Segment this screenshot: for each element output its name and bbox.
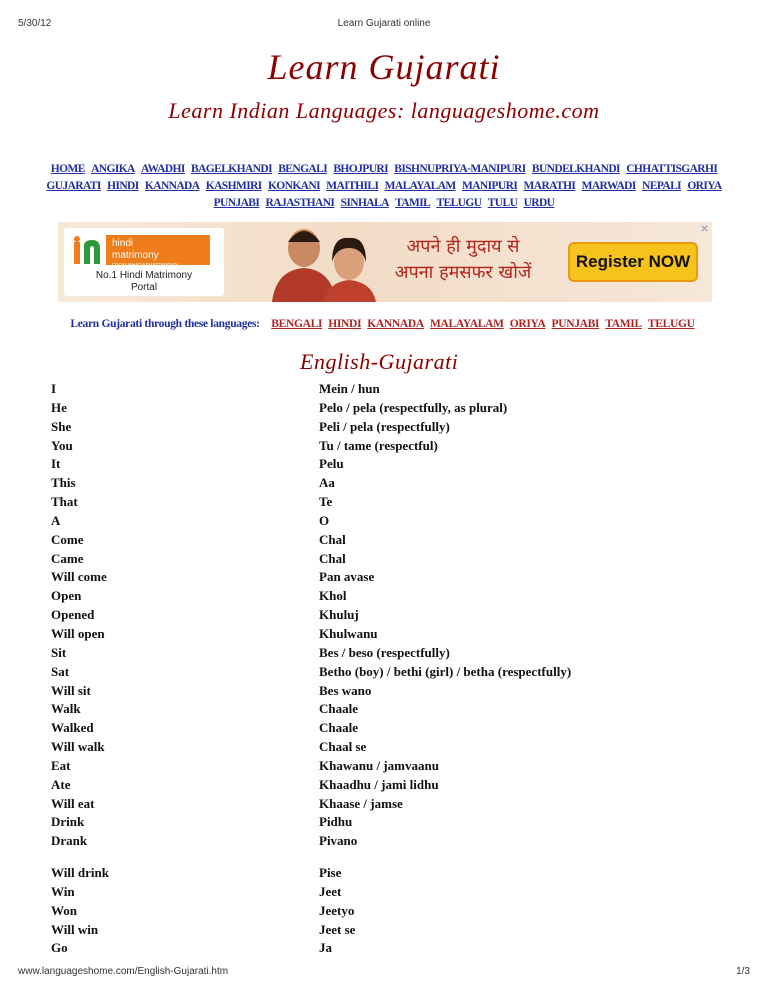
vocab-row	[51, 474, 731, 493]
nav-link-kannada[interactable]: KANNADA	[144, 180, 200, 192]
english-word: Walked	[51, 720, 94, 736]
page-title: Learn Gujarati	[267, 47, 501, 87]
vocabulary-list	[51, 380, 731, 958]
gujarati-word: Te	[319, 494, 333, 510]
learn-through-label: Learn Gujarati through these languages:	[70, 318, 260, 330]
gujarati-word: Pelo / pela (respectfully, as plural)	[319, 399, 508, 415]
gujarati-word: Peli / pela (respectfully)	[319, 418, 450, 434]
gujarati-word: Jeet se	[319, 921, 356, 937]
english-word: He	[51, 399, 67, 415]
vocab-row	[51, 700, 731, 719]
gujarati-word: Aa	[319, 475, 335, 491]
vocab-row	[51, 644, 731, 663]
through-link-hindi[interactable]: HINDI	[328, 318, 362, 330]
gujarati-word: Khulwanu	[319, 625, 378, 641]
vocab-row	[51, 813, 731, 832]
english-word: Will come	[51, 569, 107, 585]
vocab-row	[51, 795, 731, 814]
nav-link-marathi[interactable]: MARATHI	[523, 180, 576, 192]
vocab-row	[51, 939, 731, 958]
vocab-row	[51, 455, 731, 474]
english-word: Drink	[51, 814, 85, 830]
through-link-telugu[interactable]: TELUGU	[647, 318, 695, 330]
vocab-row	[51, 437, 731, 456]
nav-link-urdu[interactable]: URDU	[523, 197, 555, 209]
nav-link-rajasthani[interactable]: RAJASTHANI	[265, 197, 335, 209]
english-word: Won	[51, 902, 78, 918]
gujarati-word: Chaale	[319, 701, 358, 717]
ad-logo	[64, 228, 224, 296]
nav-link-oriya[interactable]: ORIYA	[687, 180, 722, 192]
gujarati-word: Chaale	[319, 720, 358, 736]
nav-link-tulu[interactable]: TULU	[487, 197, 518, 209]
gujarati-word: Pise	[319, 865, 342, 881]
ad-hindi-line2: अपना हमसफर खोजें	[394, 262, 532, 283]
vocab-row	[51, 418, 731, 437]
vocab-row	[51, 380, 731, 399]
nav-link-marwadi[interactable]: MARWADI	[581, 180, 636, 192]
gujarati-word: Khol	[319, 588, 347, 604]
learn-through-languages	[0, 318, 768, 330]
english-word: Sat	[51, 663, 70, 679]
ad-hindi-text	[358, 234, 568, 286]
english-word: Eat	[51, 757, 71, 773]
gujarati-word: Pelu	[319, 456, 344, 472]
nav-link-gujarati[interactable]: GUJARATI	[46, 180, 101, 192]
english-word: You	[51, 437, 73, 453]
vocab-row	[51, 883, 731, 902]
nav-link-kashmiri[interactable]: KASHMIRI	[205, 180, 262, 192]
gujarati-word: Betho (boy) / bethi (girl) / betha (respectfully)	[319, 663, 572, 679]
gujarati-word: Jeet	[319, 883, 342, 899]
vocab-row	[51, 738, 731, 757]
vocab-row	[51, 512, 731, 531]
gujarati-word: Tu / tame (respectful)	[319, 437, 438, 453]
matrimony-logo-icon	[72, 236, 102, 266]
learn-through-links	[268, 318, 697, 330]
gujarati-word: Pivano	[319, 833, 358, 849]
nav-link-malayalam[interactable]: MALAYALAM	[384, 180, 456, 192]
english-word: Win	[51, 883, 75, 899]
ad-tagline-line1: No.1 Hindi Matrimony	[95, 270, 193, 281]
vocab-row	[51, 606, 731, 625]
vocab-row	[51, 902, 731, 921]
gujarati-word: Pidhu	[319, 814, 353, 830]
english-word: Ate	[51, 776, 71, 792]
vocab-row	[51, 399, 731, 418]
nav-link-punjabi[interactable]: PUNJABI	[213, 197, 260, 209]
gujarati-word: Chal	[319, 550, 346, 566]
english-word: She	[51, 418, 72, 434]
vocab-row	[51, 625, 731, 644]
gujarati-word: Ja	[319, 940, 332, 956]
vocab-row	[51, 587, 731, 606]
nav-link-maithili[interactable]: MAITHILI	[326, 180, 379, 192]
through-link-oriya[interactable]: ORIYA	[509, 318, 546, 330]
nav-link-chhattisgarhi[interactable]: CHHATTISGARHI	[626, 163, 718, 175]
english-word: Will drink	[51, 865, 109, 881]
vocab-row	[51, 682, 731, 701]
ad-banner[interactable]	[58, 222, 712, 302]
gujarati-word: Khaadhu / jami lidhu	[319, 776, 439, 792]
ad-logo-line1: hindi	[112, 238, 134, 249]
language-nav	[40, 161, 728, 212]
nav-link-awadhi[interactable]: AWADHI	[141, 163, 185, 175]
gujarati-word: O	[319, 512, 330, 528]
nav-link-bundelkhandi[interactable]: BUNDELKHANDI	[531, 163, 620, 175]
english-word: Will eat	[51, 795, 95, 811]
through-link-tamil[interactable]: TAMIL	[605, 318, 642, 330]
ad-logo-from: FROM BHARATMATRIMONY	[112, 263, 179, 269]
gujarati-word: Chal	[319, 531, 346, 547]
gujarati-word: Bes wano	[319, 682, 372, 698]
nav-link-hindi[interactable]: HINDI	[107, 180, 139, 192]
gujarati-word: Khaase / jamse	[319, 795, 403, 811]
english-word: It	[51, 456, 61, 472]
nav-link-manipuri[interactable]: MANIPURI	[461, 180, 518, 192]
nav-link-bagelkhandi[interactable]: BAGELKHANDI	[191, 163, 272, 175]
vocab-row	[51, 663, 731, 682]
vocab-row	[51, 757, 731, 776]
gujarati-word: Pan avase	[319, 569, 375, 585]
nav-link-telugu[interactable]: TELUGU	[436, 197, 482, 209]
vocab-row	[51, 568, 731, 587]
nav-link-sinhala[interactable]: SINHALA	[340, 197, 389, 209]
gujarati-word: Khuluj	[319, 607, 359, 623]
through-link-bengali[interactable]: BENGALI	[271, 318, 323, 330]
vocab-row	[51, 864, 731, 883]
ad-info-icon[interactable]	[700, 224, 709, 233]
vocab-row	[51, 719, 731, 738]
english-word: Go	[51, 940, 68, 956]
english-word: This	[51, 475, 76, 491]
vocab-row	[51, 493, 731, 512]
gujarati-word: Jeetyo	[319, 902, 355, 918]
english-word: Drank	[51, 833, 88, 849]
through-link-punjabi[interactable]: PUNJABI	[551, 318, 600, 330]
english-word: Will sit	[51, 682, 91, 698]
nav-link-bishnupriya-manipuri[interactable]: BISHNUPRIYA-MANIPURI	[394, 163, 526, 175]
vocab-row	[51, 550, 731, 569]
ad-logo-text	[106, 235, 210, 269]
gujarati-word: Chaal se	[319, 739, 367, 755]
through-link-malayalam[interactable]: MALAYALAM	[429, 318, 504, 330]
page-number: 1/3	[736, 966, 750, 977]
english-word: Open	[51, 588, 82, 604]
ad-tagline-line2: Portal	[130, 282, 158, 293]
english-word: That	[51, 494, 78, 510]
english-word: Came	[51, 550, 84, 566]
gujarati-word: Bes / beso (respectfully)	[319, 644, 450, 660]
english-word: Will walk	[51, 739, 105, 755]
vocab-row	[51, 832, 731, 851]
ad-logo-line2: matrimony	[112, 250, 159, 261]
nav-link-bhojpuri[interactable]: BHOJPURI	[333, 163, 388, 175]
ad-hindi-line1: अपने ही मुदाय से	[406, 236, 520, 257]
english-word: Walk	[51, 701, 81, 717]
nav-link-bengali[interactable]: BENGALI	[278, 163, 328, 175]
nav-link-konkani[interactable]: KONKANI	[267, 180, 320, 192]
page-subtitle: Learn Indian Languages: languageshome.com	[168, 98, 600, 123]
through-link-kannada[interactable]: KANNADA	[367, 318, 424, 330]
english-word: Sit	[51, 644, 67, 660]
english-word: A	[51, 512, 61, 528]
nav-link-nepali[interactable]: NEPALI	[642, 180, 682, 192]
english-word: Will open	[51, 625, 105, 641]
english-word: Opened	[51, 607, 95, 623]
ad-tagline	[64, 270, 224, 294]
gujarati-word: Khawanu / jamvaanu	[319, 757, 439, 773]
register-now-button[interactable]: Register NOW	[568, 242, 698, 282]
english-word: Will win	[51, 921, 99, 937]
footer-url: www.languageshome.com/English-Gujarati.htm	[18, 966, 229, 977]
nav-link-angika[interactable]: ANGIKA	[91, 163, 135, 175]
vocab-row	[51, 531, 731, 550]
english-word: I	[51, 381, 57, 396]
section-title: English-Gujarati	[300, 349, 459, 374]
print-date: 5/30/12	[18, 18, 52, 29]
nav-link-tamil[interactable]: TAMIL	[395, 197, 431, 209]
print-header-title: Learn Gujarati online	[337, 18, 431, 29]
english-word: Come	[51, 531, 84, 547]
nav-link-home[interactable]: HOME	[50, 163, 85, 175]
gujarati-word: Mein / hun	[319, 381, 380, 396]
vocab-row	[51, 921, 731, 940]
vocab-row	[51, 776, 731, 795]
